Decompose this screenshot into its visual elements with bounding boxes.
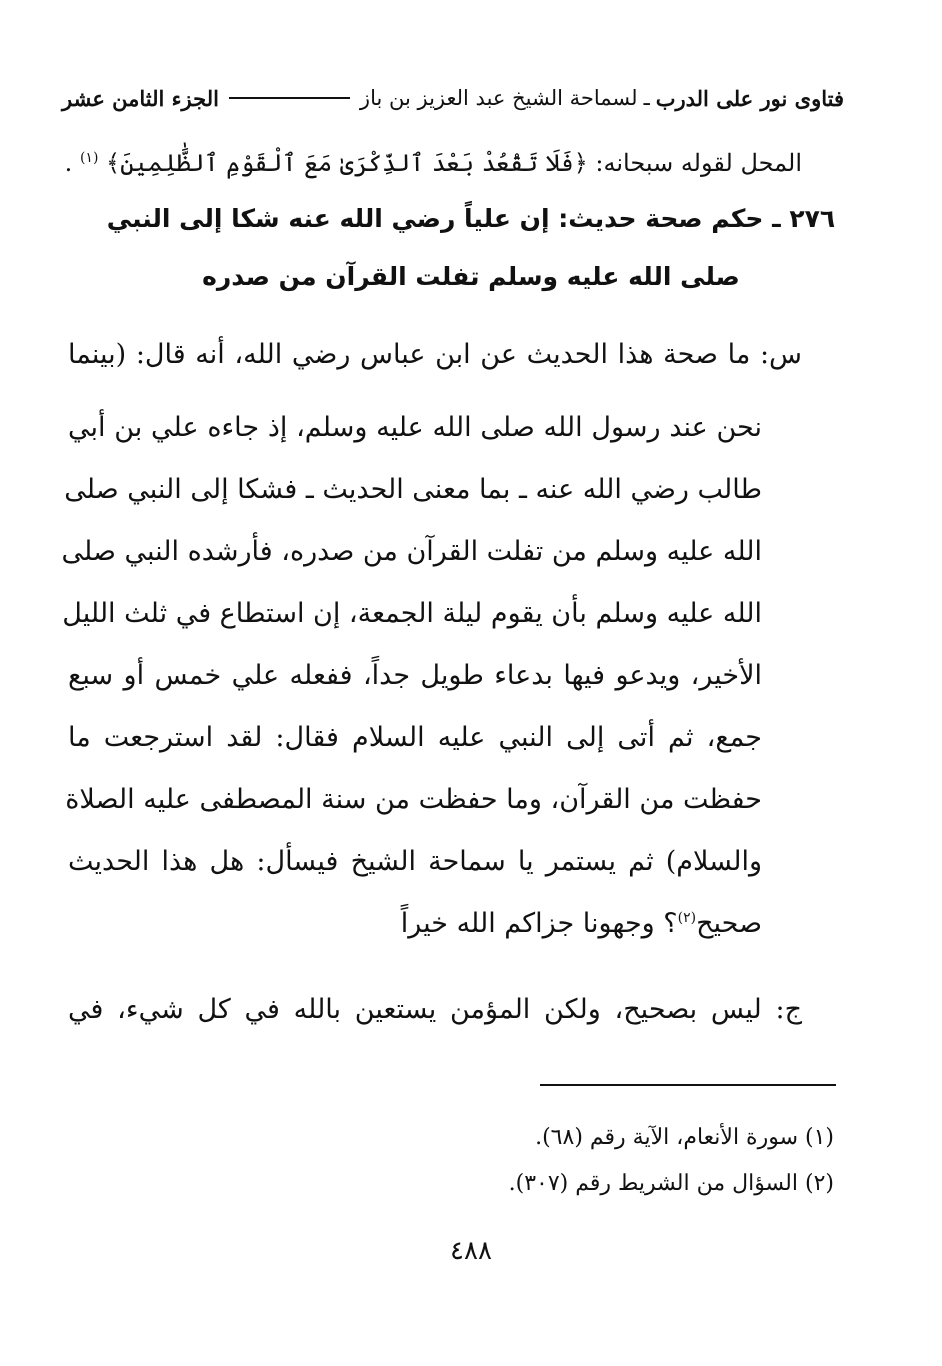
- volume-label: الجزء الثامن عشر: [62, 85, 219, 111]
- page-number: ٤٨٨: [450, 1236, 492, 1266]
- footnote-2: (٢) السؤال من الشريط رقم (٣٠٧).: [508, 1171, 834, 1196]
- question-line: الأخير، ويدعو فيها بدعاء طويل جداً، ففعله علي خمس أو سبع: [68, 660, 762, 691]
- question-line: طالب رضي الله عنه ـ بما معنى الحديث ـ فشكا إلى النبي صلى: [64, 474, 762, 505]
- question-line: الله عليه وسلم بأن يقوم ليلة الجمعة، إن استطاع في ثلث الليل: [62, 598, 762, 629]
- question-last-suffix: ؟ وجهونا جزاكم الله خيراً: [400, 908, 678, 939]
- quran-line-suffix: .: [64, 149, 73, 177]
- footnote-1: (١) سورة الأنعام، الآية رقم (٦٨).: [535, 1125, 834, 1150]
- answer-line: ج: ليس بصحيح، ولكن المؤمن يستعين بالله في كل شيء، في: [68, 994, 802, 1025]
- header-separator: ـ: [643, 86, 650, 110]
- footnote-separator: [540, 1084, 836, 1086]
- fatwa-heading-line-1: ٢٧٦ ـ حكم صحة حديث: إن علياً رضي الله عنه شكا إلى النبي: [106, 204, 836, 233]
- author-name: لسماحة الشيخ عبد العزيز بن باز: [359, 86, 638, 110]
- running-header: [62, 80, 844, 117]
- quran-line-prefix: المحل لقوله سبحانه:: [587, 149, 802, 177]
- fatwa-heading-line-2: صلى الله عليه وسلم تفلت القرآن من صدره: [202, 262, 740, 291]
- question-line: والسلام) ثم يستمر يا سماحة الشيخ فيسأل: هل هذا الحديث: [68, 846, 762, 877]
- quran-verse: ﴿فَلَا تَقْعُدْ بَعْدَ ٱلذِّكْرَىٰ مَعَ ٱلْقَوْمِ ٱلظَّٰلِمِينَ﴾: [106, 149, 588, 177]
- footnote-ref-2: (٢): [677, 910, 697, 926]
- question-line: نحن عند رسول الله صلى الله عليه وسلم، إذ جاءه علي بن أبي: [68, 412, 762, 443]
- question-line: جمع، ثم أتى إلى النبي عليه السلام فقال: لقد استرجعت ما: [68, 722, 762, 753]
- header-rule: [229, 97, 350, 99]
- question-line: الله عليه وسلم من تفلت القرآن من صدره، فأرشده النبي صلى: [61, 536, 762, 567]
- question-last-prefix: صحيح: [696, 908, 762, 939]
- question-last-line: [68, 899, 762, 949]
- quran-citation-line: [64, 138, 802, 188]
- book-title: فتاوى نور على الدرب: [655, 85, 844, 111]
- footnote-ref-1: (١): [79, 150, 99, 166]
- question-line: س: ما صحة هذا الحديث عن ابن عباس رضي الله، أنه قال: (بينما: [68, 339, 802, 370]
- question-line: حفظت من القرآن، وما حفظت من سنة المصطفى عليه الصلاة: [65, 784, 762, 815]
